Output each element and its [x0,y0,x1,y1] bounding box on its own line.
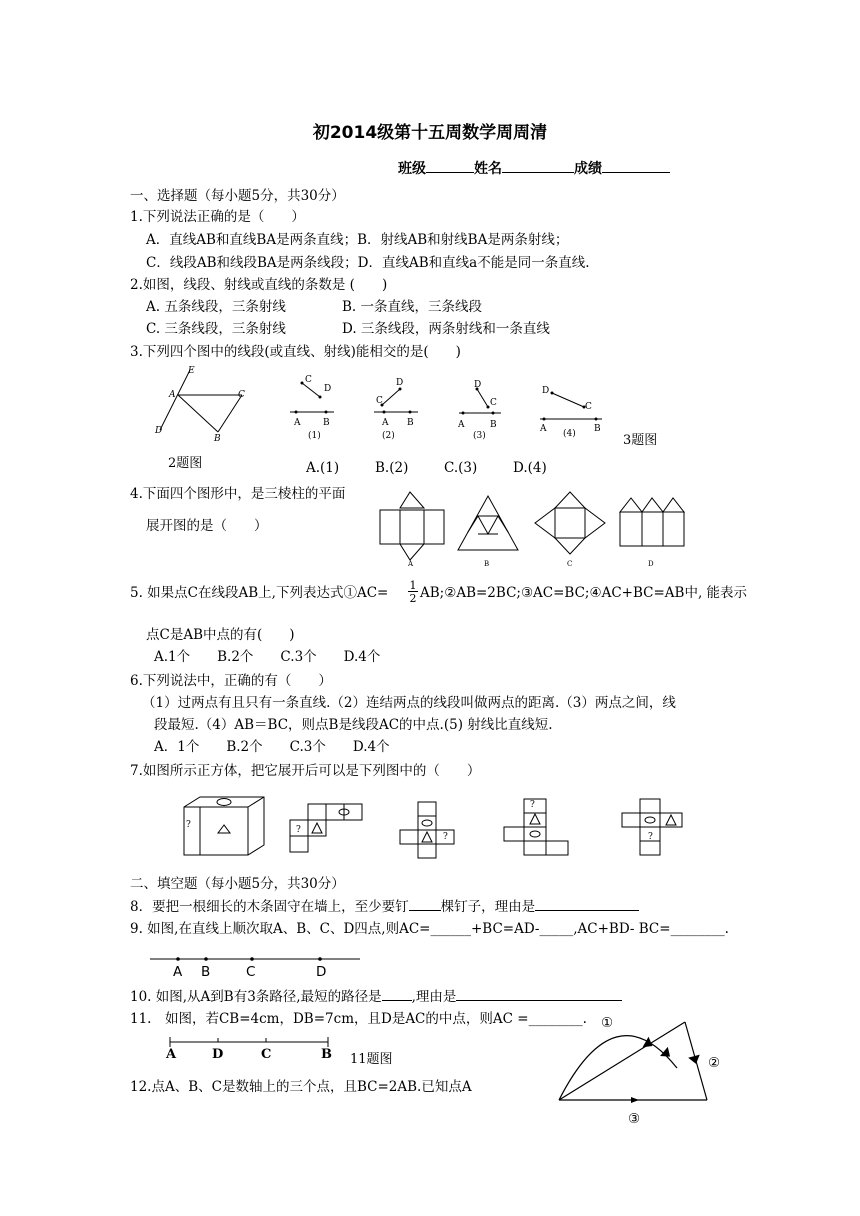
q6-line1: （1）过两点有且只有一条直线.（2）连结两点的线段叫做两点的距离.（3）两点之间，线 [142,695,676,711]
class-label: 班级 [398,161,426,177]
q11-label-a: A [166,1047,177,1062]
path-label-1: ① [601,1015,614,1031]
name-blank[interactable] [502,160,574,173]
path-label-3: ③ [628,1111,641,1127]
q2-opt-d: D. 三条线段，两条射线和一条直线 [342,321,550,337]
score-blank[interactable] [602,160,670,173]
page-title: 初2014级第十五周数学周周清 [312,123,548,143]
q11-label-d: D [212,1047,224,1062]
q8-part-b: 棵钉子，理由是 [440,899,536,915]
class-blank[interactable] [426,160,474,173]
q7-net2-qmark: ? [443,832,448,842]
student-info [398,158,670,178]
q3-stem: 3.下列四个图中的线段(或直线、射线)能相交的是( ) [130,344,461,360]
q4-lab-b: B [484,560,490,568]
q9-label-c: C [246,964,256,980]
q5-frac-num: 1 [409,579,417,592]
q1-line2: C．线段AB和线段BA是两条线段；D．直线AB和直线a不能是同一条直线. [146,255,590,271]
q7-stem: 7.如图所示正方体，把它展开后可以是下列图中的（ ） [130,763,481,779]
q3-opt-c: C.(3) [444,460,478,476]
q12-text: 12.点A、B、C是数轴上的三个点，且BC=2AB.已知点A [130,1079,472,1095]
q4-net-d [618,494,688,552]
q4-net-c [533,490,607,556]
q4-net-a [378,508,448,548]
q3-sub2: (2) [382,431,395,441]
q10-part-a: 10. 如图,从A到B有3条路径,最短的路径是 [130,989,382,1005]
q4-lab-d: D [648,560,654,568]
q6-stem: 6.下列说法中，正确的有（ ） [130,673,332,689]
q10-text [130,988,622,1006]
q3-sub4: (4) [563,429,576,439]
q5-frac-den: 2 [409,592,417,605]
q3-opt-d: D.(4) [513,460,547,476]
q11-label-b: B [321,1047,332,1062]
q11-text: 11. 如图，若CB=4cm，DB=7cm，且D是AC的中点，则AC =________. [130,1011,587,1027]
q7-net-2 [396,800,476,862]
q3-sub3: (3) [473,431,486,441]
q5-opts: A.1个 B.2个 C.3个 D.4个 [154,649,381,665]
q11-label-c: C [261,1047,272,1062]
q8-text [130,898,639,916]
section2-heading: 二、填空题（每小题5分，共30分） [130,876,345,892]
q7-cube [180,795,266,857]
q3-sub1: (1) [308,431,321,441]
q1-stem: 1.下列说法正确的是（ ） [130,209,305,225]
q2-opt-b: B. 一条直线，三条线段 [342,299,483,315]
q3-opt-a: A.(1) [306,460,340,476]
q1-line1: A．直线AB和直线BA是两条直线；B．射线AB和射线BA是两条射线； [146,232,569,248]
q9-label-a: A [173,964,183,980]
q5-line1b: AB;②AB=2BC;③AC=BC;④AC+BC=AB中, 能表示 [420,585,748,601]
q7-net-3 [502,797,572,863]
q10-part-b: ,理由是 [411,989,457,1005]
q7-net3-qmark: ? [530,800,535,810]
section1-heading: 一、选择题（每小题5分，共30分） [130,188,345,204]
q5-line2: 点C是AB中点的有( ) [146,627,295,643]
q6-opts: A．1个 B.2个 C.3个 D.4个 [154,739,390,755]
q9-text: 9. 如图,在直线上顺次取A、B、C、D四点,则AC=______+BC=AD-_____,AC+BD- BC=________. [130,921,729,937]
q6-line2: 段最短.（4）AB＝BC，则点B是线段AC的中点.(5) 射线比直线短. [154,717,553,733]
q4-net-b [456,494,520,552]
q2-figure [150,365,250,445]
q4-lab-c: C [567,560,573,568]
q3-opt-b: B.(2) [375,460,409,476]
score-label: 成绩 [574,161,602,177]
q10-blank-2[interactable] [456,988,622,1001]
q4-line1: 4.下面四个图形中，是三棱柱的平面 [130,486,346,502]
q4-net-a-tri [398,490,428,510]
q3-fig-1 [288,375,338,420]
q7-cube-qmark: ? [186,820,191,830]
q4-lab-a: A [408,560,414,568]
q2-opt-a: A. 五条线段，三条射线 [146,299,286,315]
q7-net-4 [620,797,690,859]
q7-net4-qmark: ? [648,832,653,842]
q11-caption: 11题图 [350,1052,393,1067]
q8-blank-1[interactable] [409,898,441,911]
q9-label-b: B [201,964,211,980]
q2-stem: 2.如图，线段、射线或直线的条数是 ( ) [130,277,388,293]
q9-label-d: D [316,964,327,980]
q10-paths-figure [555,1020,715,1104]
q8-part-a: 8．要把一根细长的木条固守在墙上，至少要钉 [130,899,409,915]
path-label-2: ② [708,1055,721,1071]
name-label: 姓名 [474,161,502,177]
q4-line2: 展开图的是（ ） [146,518,268,534]
q8-blank-2[interactable] [535,898,639,911]
q10-blank-1[interactable] [382,988,412,1001]
q2-fig-caption: 2题图 [168,456,203,471]
q7-net1-qmark: ? [296,825,301,835]
q5-line1a: 5. 如果点C在线段AB上,下列表达式①AC= [130,585,389,601]
q11-segment [168,1034,332,1048]
q2-opt-c: C. 三条线段，三条射线 [146,321,286,337]
q3-fig-caption: 3题图 [623,433,658,448]
